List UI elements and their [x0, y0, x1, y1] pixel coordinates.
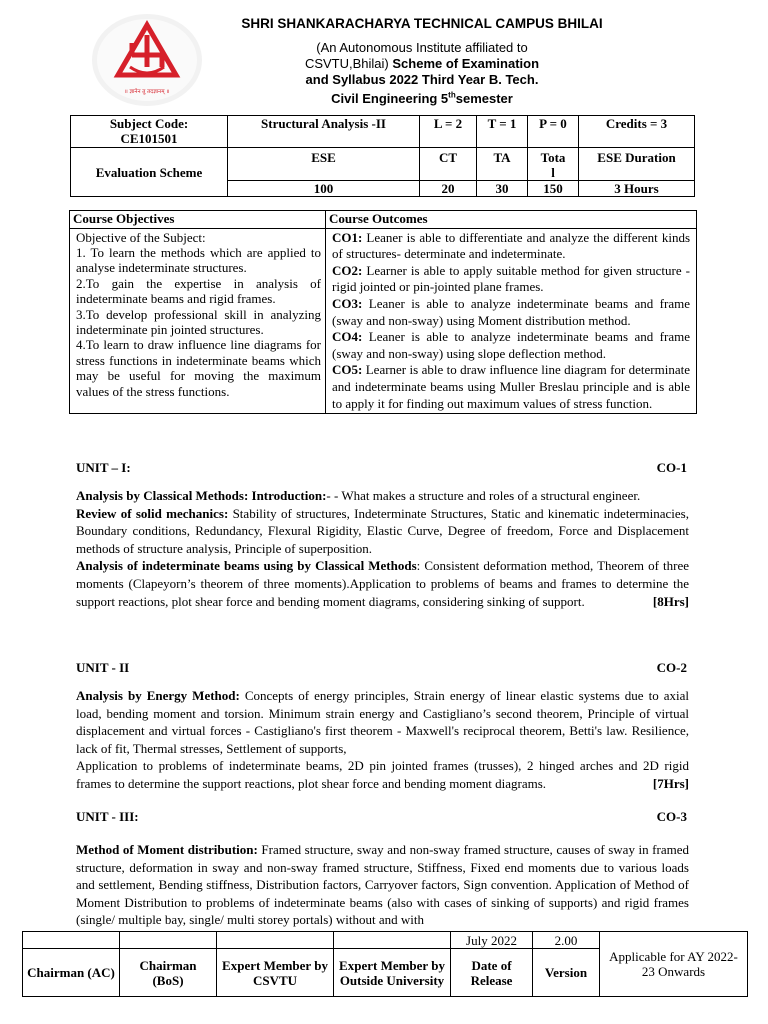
chairman-ac: Chairman (AC): [23, 949, 120, 997]
objective-item: 2.To gain the expertise in analysis of indeterminate beams and rigid frames.: [76, 275, 321, 307]
unit-3-body: [76, 841, 689, 929]
total-header: Tota l: [528, 148, 579, 181]
outcome-item: CO3: Leaner is able to analyze indeterminate beams and frame (sway and non-sway) using Moment distribution method.: [332, 295, 690, 328]
credits: Credits = 3: [579, 116, 695, 148]
ct-header: CT: [420, 148, 477, 181]
unit-1-hours: [8Hrs]: [652, 593, 689, 609]
total-value: 150: [528, 181, 579, 197]
outcomes-cell: [326, 228, 697, 414]
objective-item: 4.To learn to draw influence line diagrams for stress functions in indeterminate beams which may be useful for moving the maximum values of the stress functions.: [76, 337, 321, 399]
institute-logo: [90, 13, 204, 107]
expert-csvtu: Expert Member by CSVTU: [217, 949, 334, 997]
unit-3-para: Method of Moment distribution: Framed structure, sway and non-sway framed structure, causes of sway in framed structure, deformation in sway and non-sway framed structure, Stiffness, Fixed end moments due to various loads and settlement, Bending stiffness, Distribution factors, Carryover factors, Sign convention. Application of Method of Moment Distribution to problems of indeterminate beams (also with cases of sinking of supports) and rigid frames (single/ multiple bay, single/ multi storey portals) without and with: [76, 842, 689, 928]
unit-3-co: CO-3: [656, 809, 687, 824]
practical-hours: P = 0: [528, 116, 579, 148]
unit-1-para: Analysis by Classical Methods: Introduction:- - What makes a structure and roles of a structural engineer.: [76, 488, 641, 503]
tutorial-hours: T = 1: [477, 116, 528, 148]
version-label: Version: [533, 949, 600, 997]
evaluation-label: Evaluation Scheme: [71, 148, 228, 197]
objective-item: 1. To learn the methods which are applied to analyse indeterminate structures.: [76, 245, 321, 276]
logo-motto: ॥ ज्ञानेन तु तदज्ञानम् ॥: [124, 89, 170, 95]
subject-table: [70, 115, 695, 197]
affiliation: (An Autonomous Institute affiliated to CSVTU,Bhilai): [304, 40, 528, 71]
version-number: 2.00: [533, 932, 600, 949]
outcome-item: CO2: Learner is able to apply suitable method for given structure - rigid jointed or pin-jointed plane frames.: [332, 262, 690, 295]
chairman-bos: Chairman (BoS): [120, 949, 217, 997]
scheme-text: Scheme of Examination and Syllabus 2022 Third Year B. Tech. Civil Engineering 5thsemester: [305, 56, 540, 107]
objective-item: 3.To develop professional skill in analyzing indeterminate pin jointed structures.: [76, 306, 321, 338]
unit-2-title: UNIT - II: [76, 660, 130, 675]
unit-2-hours: [7Hrs]: [652, 775, 689, 791]
applicable-note: Applicable for AY 2022-23 Onwards: [600, 932, 748, 997]
unit-3-heading: [76, 809, 687, 825]
subject-name: Structural Analysis -II: [228, 116, 420, 148]
outcomes-header: Course Outcomes: [326, 211, 697, 229]
unit-2-para: Application to problems of indeterminate beams, 2D pin jointed frames (trusses), 2 hinged arches and 2D rigid frames to determine the support reactions, plot shear force and bending moment diagrams. [7Hrs]: [76, 758, 689, 791]
objectives-header: Course Objectives: [70, 211, 326, 229]
scheme-heading: [297, 40, 547, 107]
unit-1-title: UNIT – I:: [76, 460, 131, 475]
approval-footer: [22, 931, 748, 997]
outcome-item: CO4: Leaner is able to analyze indeterminate beams and frame (sway and non-sway) using slope deflection method.: [332, 329, 690, 361]
duration-value: 3 Hours: [579, 181, 695, 197]
unit-2-body: [76, 687, 689, 793]
subject-code-cell: Subject Code: CE101501: [71, 116, 228, 148]
ese-duration-header: ESE Duration: [579, 148, 695, 181]
unit-1-body: [76, 487, 689, 610]
ct-value: 20: [420, 181, 477, 197]
course-table: [69, 210, 697, 414]
date-label: Date of Release: [451, 949, 533, 997]
outcome-item: CO1: Leaner is able to differentiate and analyze the different kinds of structures- determinate and indeterminate.: [332, 229, 690, 262]
ta-header: TA: [477, 148, 528, 181]
unit-2-heading: [76, 660, 687, 676]
unit-1-co: CO-1: [656, 460, 687, 475]
objectives-intro: Objective of the Subject:: [76, 229, 206, 245]
outcome-item: CO5: Learner is able to draw influence line diagram for determinate and indeterminate beams using Muller Breslau principle and is able to apply it for finding out maximum values of stress function.: [332, 362, 690, 411]
ese-value: 100: [228, 181, 420, 197]
release-date: July 2022: [451, 932, 533, 949]
lecture-hours: L = 2: [420, 116, 477, 148]
unit-1-heading: [76, 460, 687, 476]
unit-1-para: Analysis of indeterminate beams using by Classical Methods: Consistent deformation method, Theorem of three moments (Clapeyorn’s theorem of three moments).Application to problems of beams and frames to determine the support reactions, plot shear force and bending moment diagrams, considering sinking of support. [8Hrs]: [76, 558, 690, 609]
institute-name: SHRI SHANKARACHARYA TECHNICAL CAMPUS BHILAI: [241, 16, 603, 31]
ese-header: ESE: [228, 148, 420, 181]
expert-outside: Expert Member by Outside University: [334, 949, 451, 997]
unit-1-para: Review of solid mechanics: Stability of structures, Indeterminate Structures, Static and kinematic indeterminacies, Boundary conditions, Redundancy, Flexural Rigidity, Elastic Curve, Degree of freedom, Force and Displacement methods of structure analysis, Principle of superposition.: [76, 505, 689, 556]
unit-3-title: UNIT - III:: [76, 809, 139, 824]
objectives-cell: [70, 228, 326, 414]
ta-value: 30: [477, 181, 528, 197]
unit-2-para: Analysis by Energy Method: Concepts of energy principles, Strain energy of linear elastic systems due to axial load, bending moment and torsion. Minimum strain energy and Castigliano’s second theorem, Principle of virtual displacement and virtual forces - Castigliano's first theorem - Maxwell's reciprocal theorem, Betti's law. Resilience, lack of fit, Thermal stresses, Settlement of supports,: [76, 688, 689, 756]
unit-2-co: CO-2: [656, 660, 687, 675]
